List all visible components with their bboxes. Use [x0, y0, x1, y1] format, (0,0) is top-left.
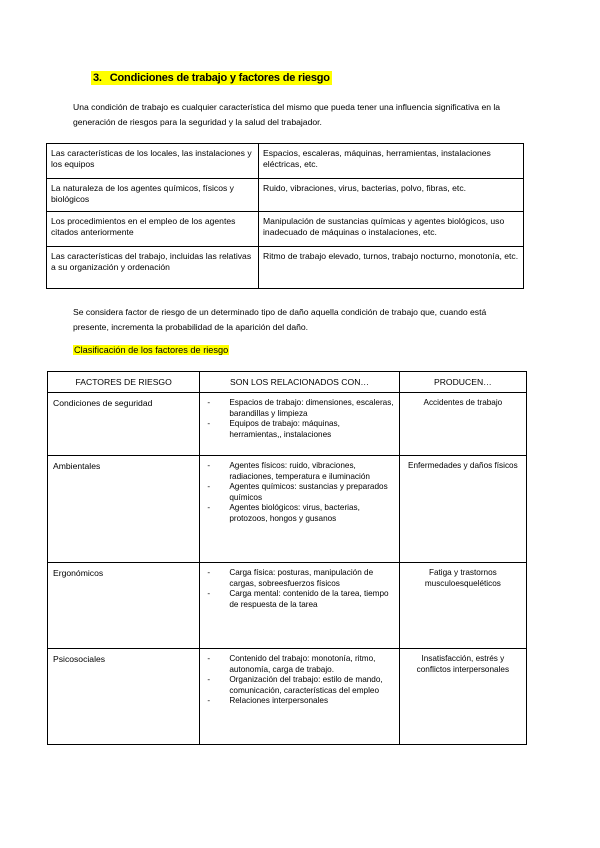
factor-name: Psicosociales: [48, 649, 200, 745]
factor-items: [200, 393, 399, 456]
table-row: [48, 456, 527, 563]
intro-paragraph: Una condición de trabajo es cualquier característica del mismo que pueda tener una influencia significativa en la generación de riesgos para la seguridad y la salud del trabajador.: [73, 102, 501, 127]
table-row: [48, 393, 527, 456]
table-row: [48, 563, 527, 649]
table-header-row: [48, 372, 527, 393]
factor-name: Condiciones de seguridad: [48, 393, 200, 456]
table-row: [47, 212, 524, 247]
factor-name: Ambientales: [48, 456, 200, 563]
risk-factor-definition: Se considera factor de riesgo de un determinado tipo de daño aquella condición de trabajo que, cuando está presente, incrementa la probabilidad de la aparición del daño.: [73, 307, 487, 332]
header-related: SON LOS RELACIONADOS CON…: [200, 372, 399, 393]
list-item: - Agentes biológicos: virus, bacterias, protozoos, hongos y gusanos: [205, 503, 393, 524]
factor-items: [200, 563, 399, 649]
condition-category: Los procedimientos en el empleo de los agentes citados anteriormente: [47, 212, 259, 247]
condition-examples: Espacios, escaleras, máquinas, herramientas, instalaciones eléctricas, etc.: [259, 144, 524, 179]
list-item: - Agentes físicos: ruido, vibraciones, radiaciones, temperatura e iluminación: [205, 461, 393, 482]
factor-effect: Accidentes de trabajo: [399, 393, 526, 456]
list-item: - Contenido del trabajo: monotonía, ritmo, autonomía, carga de trabajo.: [205, 654, 393, 675]
classification-table: [47, 371, 527, 745]
section-number: 3.: [93, 72, 102, 84]
classification-heading: Clasificación de los factores de riesgo: [74, 345, 229, 355]
list-item: - Carga mental: contenido de la tarea, tiempo de respuesta de la tarea: [205, 589, 393, 610]
factor-effect: Fatiga y trastornos musculoesqueléticos: [399, 563, 526, 649]
table-row: [48, 649, 527, 745]
table-row: [47, 247, 524, 289]
conditions-table: [46, 143, 524, 289]
factor-items: [200, 649, 399, 745]
condition-category: Las características de los locales, las instalaciones y los equipos: [47, 144, 259, 179]
list-item: - Relaciones interpersonales: [205, 696, 393, 707]
condition-examples: Ruido, vibraciones, virus, bacterias, polvo, fibras, etc.: [259, 179, 524, 212]
condition-category: Las características del trabajo, incluidas las relativas a su organización y ordenación: [47, 247, 259, 289]
list-item: - Carga física: posturas, manipulación de cargas, sobreesfuerzos físicos: [205, 568, 393, 589]
section-heading: [91, 71, 332, 85]
condition-examples: Manipulación de sustancias químicas y agentes biológicos, uso inadecuado de máquinas o instalaciones, etc.: [259, 212, 524, 247]
factor-effect: Enfermedades y daños físicos: [399, 456, 526, 563]
factor-effect: Insatisfacción, estrés y conflictos interpersonales: [399, 649, 526, 745]
list-item: - Espacios de trabajo: dimensiones, escaleras, barandillas y limpieza: [205, 398, 393, 419]
list-item: - Equipos de trabajo: máquinas, herramientas,, instalaciones: [205, 419, 393, 440]
list-item: - Organización del trabajo: estilo de mando, comunicación, características del empleo: [205, 675, 393, 696]
list-item: - Agentes químicos: sustancias y preparados químicos: [205, 482, 393, 503]
section-title: Condiciones de trabajo y factores de riesgo: [109, 72, 330, 84]
factor-items: [200, 456, 399, 563]
header-produce: PRODUCEN…: [399, 372, 526, 393]
header-factors: FACTORES DE RIESGO: [48, 372, 200, 393]
condition-category: La naturaleza de los agentes químicos, físicos y biológicos: [47, 179, 259, 212]
factor-name: Ergonómicos: [48, 563, 200, 649]
condition-examples: Ritmo de trabajo elevado, turnos, trabajo nocturno, monotonía, etc.: [259, 247, 524, 289]
table-row: [47, 179, 524, 212]
table-row: [47, 144, 524, 179]
